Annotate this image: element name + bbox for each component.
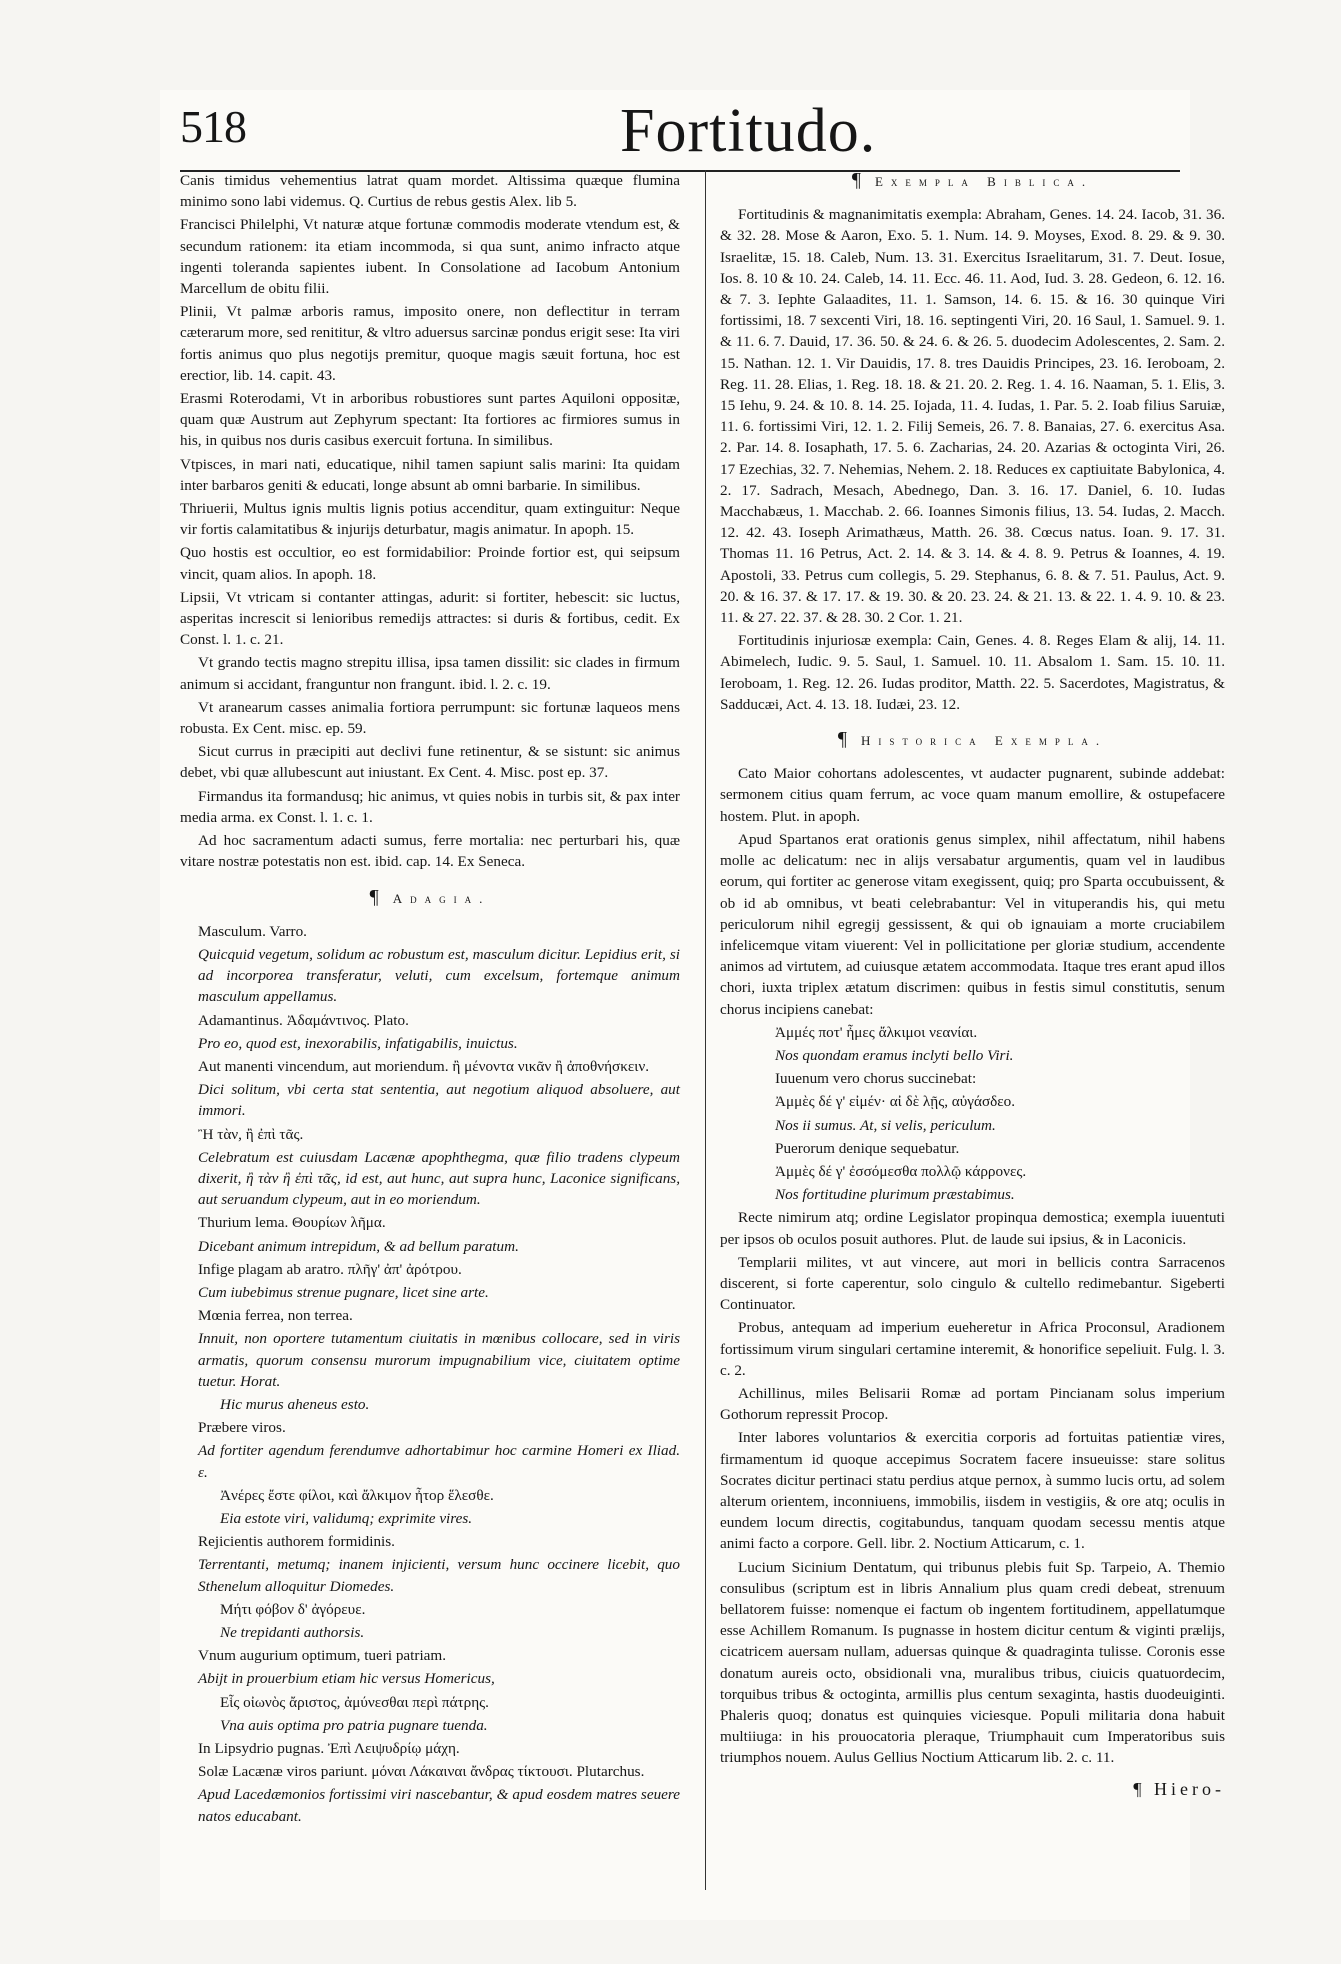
pilcrow-icon: ¶	[837, 728, 847, 751]
adage-entry: Apud Lacedæmonios fortissimi viri nascebantur, & apud eosdem matres seuere natos educabant.	[198, 1786, 680, 1825]
adage-verse: Εἷς οἰωνὸς ἄριστος, ἀμύνεσθαι περὶ πάτρης.	[220, 1693, 489, 1711]
paragraph: Lucium Sicinium Dentatum, qui tribunus plebis fuit Sp. Tarpeio, A. Themio consulibus (scriptum est in libris Annalium plus quam credi debeat, strenuum bellatorem fuisse: nomenque ei factum ob ingentem fortitudinem, appellatumque esse Achillem Romanum. Is pugnasse in hostem dicitur centum & viginti prælijs, cicatricem auersam nullam, aduersas quinque & quadraginta tulisse. Coronis esse donatum aureis octo, obsidionali vna, muralibus tribus, ciuicis quatuordecim, torquibus tribus & octoginta, armillis plus centum sexaginta, hastis duodeuiginti. Phaleris quoq; donatus est quinquies viciesque. Populi militaria dona habuit multiiuga: in his prouocatoria pleraque, Triumphauit cum Imperatoribus suis triumphos nouem. Aulus Gellius Noctium Atticarum lib. 2. c. 11.	[720, 1558, 1225, 1767]
pilcrow-icon: ¶	[851, 169, 861, 191]
adage-entry: Celebratum est cuiusdam Lacænæ apophthegma, quæ filio tradens clypeum dixerit, ἢ τὰν ἢ ἐπὶ τᾶς, id est, aut hunc, aut supra hunc, Laconice significans, aut seruandum clypeum, aut in eo moriendum.	[198, 1148, 680, 1209]
adage-verse: Ne trepidanti authorsis.	[220, 1624, 365, 1641]
verse-line: Ἀμμές ποτ' ἦμες ἄλκιμοι νεανίαι.	[775, 1023, 978, 1041]
verse-line: Ἀμμὲς δέ γ' εἰμέν· αἰ δὲ λῇς, αὐγάσδεο.	[775, 1093, 1016, 1111]
paragraph: Probus, antequam ad imperium eueheretur in Africa Proconsul, Aradionem fortissimum virum singulari certamine interemit, & honorifice sepeliuit. Fulg. l. 3. c. 2.	[720, 1319, 1225, 1379]
running-head: Fortitudo.	[620, 97, 877, 165]
adage-entry: Pro eo, quod est, inexorabilis, infatigabilis, inuictus.	[198, 1034, 518, 1052]
adage-entry: Dici solitum, vbi certa stat sententia, aut negotium aliquod absoluere, aut immori.	[198, 1081, 680, 1120]
chorus-verses	[720, 1022, 1225, 1206]
paragraph: Francisci Philelphi, Vt naturæ atque fortunæ commodis moderate vtendum est, & secundum rationem: ita etiam incommoda, si qua sunt, animo infracto atque ingenti toleranda sapientes iubent. In Consolatione ad Iacobum Antonium Marcellum de obitu filii.	[180, 216, 680, 298]
pilcrow-icon: ¶	[1133, 1778, 1155, 1799]
paragraph: Vtpisces, in mari nati, educatique, nihil tamen sapiunt salis marini: Ita quidam inter barbaros geniti & educati, longe absunt ab omni barbarie. In similibus.	[180, 455, 680, 494]
paragraph: Erasmi Roterodami, Vt in arboribus robustiores sunt partes Aquiloni oppositæ, quam quæ Austrum aut Zephyrum spectant: Ita fortiores ac firmiores sumus in his, in quibus nos duris casibus exercuit fortuna. In similibus.	[180, 390, 680, 450]
similitudes-section	[180, 170, 680, 873]
paragraph: Vt grando tectis magno strepitu illisa, ipsa tamen dissilit: sic clades in firmum animum si accidant, franguntur non frangunt. ibid. l. 2. c. 19.	[180, 654, 680, 693]
adage-entry: Aut manenti vincendum, aut moriendum. ἢ μένοντα νικᾶν ἢ ἀποθνήσκειν.	[198, 1057, 650, 1075]
paragraph: Cato Maior cohortans adolescentes, vt audacter pugnarent, subinde addebat: sermonem citius quam ferrum, ac voce quam manum emollire, & ostupefacere hostem. Plut. in apoph.	[720, 765, 1225, 825]
column-divider	[705, 170, 706, 1890]
adage-entry: Præbere viros.	[198, 1419, 286, 1437]
paragraph: Quo hostis est occultior, eo est formidabilior: Proinde fortior est, qui seipsum vincit, quam alios. In apoph. 18.	[180, 544, 680, 583]
adage-entry: Adamantinus. Ἀδαμάντινος. Plato.	[198, 1011, 409, 1029]
catchword: ¶ Hiero-	[1133, 1778, 1225, 1799]
paragraph: Fortitudinis injuriosæ exempla: Cain, Genes. 4. 8. Reges Elam & alij, 14. 11. Abimelech, Iudic. 9. 5. Saul, 1. Samuel. 10. 11. Absalom 1. Sam. 15. 10. 11. Ieroboam, 1. Reg. 12. 26. Iudas proditor, Matth. 22. 5. Sacerdotes, Magistratus, & Sadducæi, Act. 4. 13. 18. Iudæi, 23. 12.	[720, 632, 1225, 713]
adage-entry: Solæ Lacænæ viros pariunt. μόναι Λάκαιναι ἄνδρας τίκτουσι. Plutarchus.	[198, 1763, 645, 1781]
adage-verse: Hic murus aheneus esto.	[220, 1395, 370, 1413]
verse-line: Iuuenum vero chorus succinebat:	[775, 1070, 977, 1088]
adage-verse: Vna auis optima pro patria pugnare tuenda.	[220, 1716, 488, 1734]
adage-entry: Ἢ τὰν, ἢ ἐπὶ τᾶς.	[198, 1125, 304, 1143]
paragraph: Canis timidus vehementius latrat quam mordet. Altissima quæque flumina minimo sono labi videmus. Q. Curtius de rebus gestis Alex. lib 5.	[180, 172, 680, 211]
adage-entry: Innuit, non oportere tutamentum ciuitatis in mœnibus collocare, sed in viris armatis, quorum consensu murorum impugnabilium vice, ciuitatem optime tuetur. Horat.	[198, 1330, 680, 1390]
verse-line: Nos quondam eramus inclyti bello Viri.	[775, 1046, 1014, 1064]
verse-line: Ἀμμὲς δέ γ' ἐσσόμεσθα πολλῷ κάρρονες.	[775, 1162, 1027, 1180]
paragraph: Plinii, Vt palmæ arboris ramus, imposito onere, non deflectitur in terram cæterarum more, sed renititur, & vltro aduersus sarcinæ pondus erigit sese: Ita viri fortis animus quo plus negotijs premitur, quoque magis sæuit fortuna, hoc est erectior, lib. 14. capit. 43.	[180, 303, 680, 384]
left-column	[180, 170, 680, 1829]
adage-entry: Masculum. Varro.	[198, 922, 307, 940]
right-column	[720, 170, 1225, 1800]
verse-line: Nos ii sumus. At, si velis, periculum.	[775, 1116, 996, 1134]
adage-verse: Μήτι φόβον δ' ἀγόρευε.	[220, 1600, 366, 1618]
verse-line: Puerorum denique sequebatur.	[775, 1139, 960, 1157]
adagia-heading: ¶ Adagia.	[369, 885, 491, 908]
paragraph: Ad hoc sacramentum adacti sumus, ferre mortalia: nec perturbari his, quæ vitare nostræ potestatis non est. ibid. cap. 14. Ex Seneca.	[180, 832, 680, 871]
paragraph: Vt aranearum casses animalia fortiora perrumpunt: sic fortunæ laqueos mens robusta. Ex Cent. misc. ep. 59.	[180, 698, 680, 738]
paragraph: Templarii milites, vt aut vincere, aut mori in bellicis contra Sarracenos discerent, si forte caperentur, solo cingulo & cultello redimebantur. Sigeberti Continuator.	[720, 1253, 1225, 1314]
adage-entry: Quicquid vegetum, solidum ac robustum est, masculum dicitur. Lepidius erit, si ad incorporea transferatur, veluti, cum excelsum, fortemque animum masculum appellamus.	[198, 945, 680, 1006]
adage-verse: Eia estote viri, validumq; exprimite vires.	[220, 1509, 473, 1527]
adage-entry: Terrentanti, metumq; inanem injicienti, versum hunc occinere licebit, quo Sthenelum alloquitur Diomedes.	[198, 1556, 680, 1595]
adage-entry: Cum iubebimus strenue pugnare, licet sine arte.	[198, 1283, 489, 1301]
paragraph: Lipsii, Vt vtricam si contanter attingas, adurit: si fortiter, hebescit: sic luctus, asperitas increscit si lenioribus remedijs attractes: si duris & fortibus, cedit. Ex Const. l. 1. c. 21.	[180, 588, 680, 649]
adage-entry: Abijt in prouerbium etiam hic versus Homericus,	[198, 1670, 495, 1688]
verse-line: Nos fortitudine plurimum præstabimus.	[775, 1186, 1015, 1204]
paragraph: Achillinus, miles Belisarii Romæ ad portam Pincianam solus imperium Gothorum repressit Procop.	[720, 1384, 1225, 1424]
paragraph: Sicut currus in præcipiti aut declivi fune retinentur, & se sistunt: sic animus debet, vbi quæ allubescunt aut iniustant. Ex Cent. 4. Misc. post ep. 37.	[180, 743, 680, 782]
adage-verse: Ἀνέρες ἔστε φίλοι, καὶ ἄλκιμον ἦτορ ἕλεσθε.	[220, 1486, 494, 1504]
biblica-heading: ¶ Exempla Biblica.	[851, 169, 1094, 191]
adage-entry: Dicebant animum intrepidum, & ad bellum paratum.	[198, 1237, 519, 1255]
adage-entry: Infige plagam ab aratro. πλῆγ' ἀπ' ἀρότρου.	[198, 1260, 462, 1278]
pilcrow-icon: ¶	[369, 885, 379, 908]
adage-entry: Ad fortiter agendum ferendumve adhortabimur hoc carmine Homeri ex Iliad. ε.	[198, 1442, 680, 1481]
paragraph: Thriuerii, Multus ignis multis lignis potius accenditur, quam extinguitur: Neque vir fortis calamitatibus & injurijs deturbatur, magis animatur. In apoph. 15.	[180, 500, 680, 539]
adage-entry: In Lipsydrio pugnas. Ἐπὶ Λειψυδρίῳ μάχη.	[198, 1740, 460, 1758]
adage-entry: Rejicientis authorem formidinis.	[198, 1533, 395, 1551]
paragraph: Firmandus ita formandusq; hic animus, vt quies nobis in turbis sit, & pax inter media arma. ex Const. l. 1. c. 1.	[180, 787, 680, 826]
paragraph: Inter labores voluntarios & exercitia corporis ad fortuitas patientiæ vires, firmamentum id quoque accepimus Socratem facere insueuisse: stare solitus Socrates dicitur pertinaci statu perdius atque pernox, à summo lucis ortu, ad solem alterum orientem, inconniuens, immobilis, iisdem in vestigiis, & ore atq; oculis in eundem locum directis, cogitabundus, tanquam quodam secessu mentis atque animi facto a corpore. Gell. libr. 2. Noctium Atticarum, c. 1.	[720, 1429, 1225, 1553]
adage-entry: Thurium lema. Θουρίων λῆμα.	[198, 1214, 386, 1232]
paragraph: Fortitudinis & magnanimitatis exempla: Abraham, Genes. 14. 24. Iacob, 31. 36. & 32. 28. Mose & Aaron, Exo. 5. 1. Num. 14. 9. Moyses, Exod. 8. 29. & 9. 30. Israelitæ, 15. 18. Caleb, Num. 13. 31. Exercitus Israelitarum, 31. 7. Deut. Iosue, Ios. 8. 10 & 10. 24. Caleb, 14. 11. Ecc. 46. 11. Aod, Iud. 3. 28. Gedeon, 6. 12. 16. & 7. 3. Iephte Galaadites, 11. 1. Samson, 14. 6. 15. & 16. 30 quinque Viri fortissimi, 18. 7 sexcenti Viri, 18. 16. septingenti Viri, 20. 16 Saul, 1. Samuel. 9. 1. & 11. 6. 7. Dauid, 17. 36. 50. & 24. 6. & 26. 5. duodecim Adolescentes, 2. Sam. 2. 15. Nathan. 12. 1. Vir Dauidis, 17. 8. tres Dauidis Principes, 23. 16. Ieroboam, 2. Reg. 11. 28. Elias, 1. Reg. 18. 18. & 21. 20. 2. Reg. 1. 4. 16. Naaman, 5. 1. Elis, 3. 15 Iehu, 9. 24. & 10. 8. 14. 25. Iojada, 11. 4. Iudas, 1. Par. 5. 2. Ioab filius Saruiæ, 11. 6. fortissimi Viri, 12. 1. 2. Filij Semeis, 26. 7. 8. Banaias, 27. 6. exercitus Asa. 2. Par. 14. 8. Iosaphath, 17. 5. 6. Zacharias, 24. 20. Azarias & octoginta Viri, 26. 17 Ezechias, 32. 7. Nehemias, Nehem. 2. 18. Reduces ex captiuitate Babylonica, 4. 2. 17. Sadrach, Mesach, Abednego, Dan. 3. 16. 17. Daniel, 6. 10. Iudas Macchabæus, 1. Macchab. 2. 66. Ioannes Simonis filius, 13. 54. Iudas, 2. Macch. 12. 42. 43. Ioseph Arimathæus, Matth. 26. 38. Cœcus natus. Ioan. 9. 17. 31. Thomas 11. 16 Petrus, Act. 2. 14. & 3. 14. & 4. 8. 9. Petrus & Ioannes, 4. 19. Apostoli, 33. Petrus cum collegis, 5. 29. Stephanus, 6. 8. & 7. 51. Paulus, Act. 9. 20. & 16. 37. & 17. 17. & 19. 30. & 20. 23. 24. & 21. 13. & 22. 1. 4. 9. 10. & 23. 11. & 27. 22. 37. & 28. 30. 2 Cor. 1. 21.	[720, 206, 1225, 627]
adage-entry: Mœnia ferrea, non terrea.	[198, 1307, 353, 1325]
paragraph: Recte nimirum atq; ordine Legislator propinqua demostica; exempla iuuentuti per ipsos ob oculos posuit authores. Plut. de laude sui ipsius, & in Laconicis.	[720, 1209, 1225, 1248]
adagia-list	[180, 921, 680, 1827]
historica-heading: ¶ Historica Exempla.	[837, 728, 1108, 751]
adage-entry: Vnum augurium optimum, tueri patriam.	[198, 1647, 447, 1665]
paragraph: Apud Spartanos erat orationis genus simplex, nihil affectatum, nihil habens molle ac delicatum: nec in alijs versabatur argumentis, quam vel in laudibus eorum, qui fortiter ac generose vitam exegissent, quiq; pro Sparta occubuissent, & ob id ab omnibus, vt beati celebrabantur: Vel in vituperandis his, qui metu periculorum nihil egregij gessissent, & qui ob ignauiam a morte cruciabilem infelicemque vitam viuerent: Vel in pollicitatione per gloriæ studium, accendente animos ad virtutem, ad cuiusque ætatem accommodata. Itaque tres erant apud illos chori, iuxta triplex ætatum discrimen: quibus in festis simul constitutis, senum chorus incipiens canebat:	[720, 830, 1225, 1018]
page-number: 518	[180, 101, 246, 152]
